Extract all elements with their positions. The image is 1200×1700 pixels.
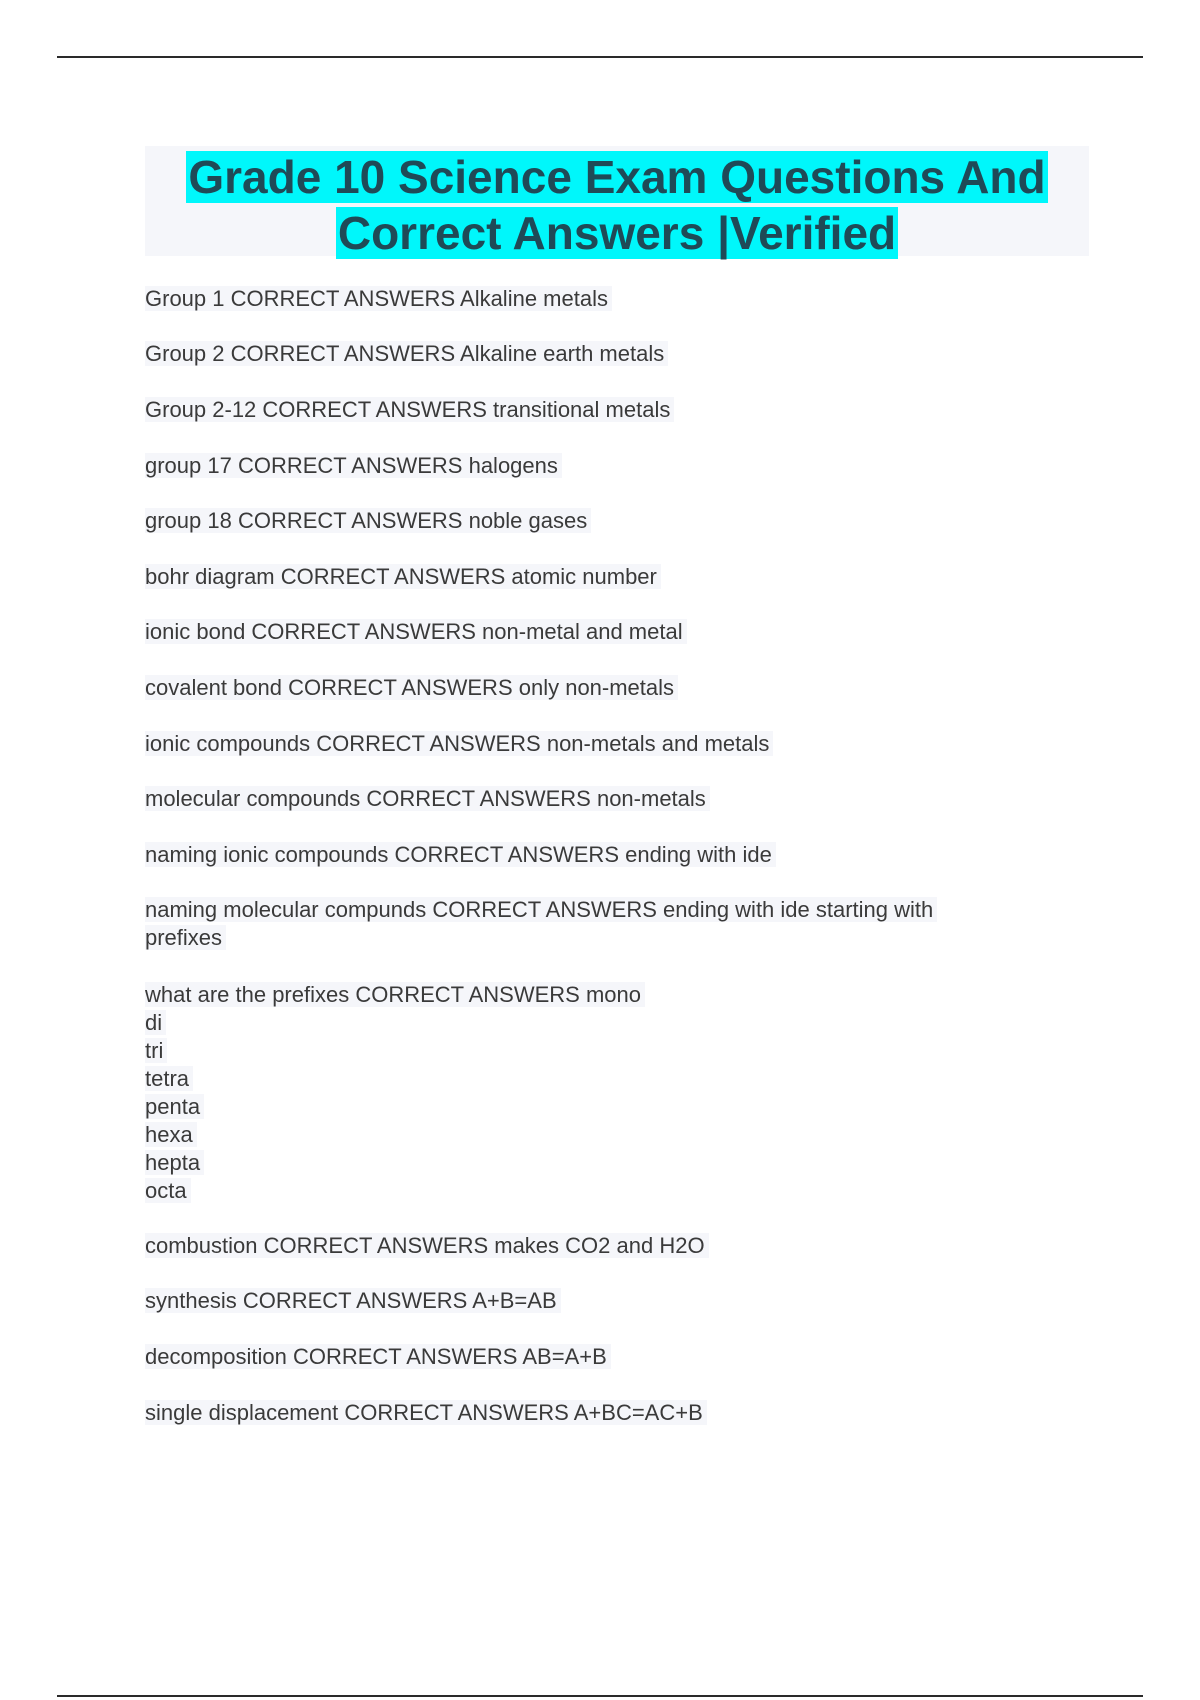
qa-item-single-displacement bbox=[145, 1399, 1105, 1427]
qa-item-text: bohr diagram CORRECT ANSWERS atomic number bbox=[145, 564, 661, 589]
qa-item-group-17 bbox=[145, 452, 1105, 480]
qa-item-group-2 bbox=[145, 340, 1105, 368]
qa-item-molecular-compounds bbox=[145, 785, 1105, 813]
qa-item-group-2-12 bbox=[145, 396, 1105, 424]
prefix-list-item: tetra bbox=[145, 1066, 193, 1091]
qa-item-text: Group 2 CORRECT ANSWERS Alkaline earth metals bbox=[145, 341, 668, 366]
qa-item-decomposition bbox=[145, 1343, 1105, 1371]
prefix-list-item: octa bbox=[145, 1178, 191, 1203]
qa-item-text: single displacement CORRECT ANSWERS A+BC=AC+B bbox=[145, 1400, 707, 1425]
qa-item-group-1 bbox=[145, 285, 1105, 313]
qa-item-text: molecular compounds CORRECT ANSWERS non-metals bbox=[145, 786, 710, 811]
qa-item-bohr-diagram bbox=[145, 563, 1105, 591]
qa-item-text: Group 2-12 CORRECT ANSWERS transitional metals bbox=[145, 397, 674, 422]
qa-item-ionic-compounds bbox=[145, 730, 1105, 758]
qa-item-prefixes bbox=[145, 981, 1105, 1205]
qa-item-combustion bbox=[145, 1232, 1105, 1260]
qa-item-text: what are the prefixes CORRECT ANSWERS mono bbox=[145, 982, 645, 1007]
qa-item-ionic-bond bbox=[145, 618, 1105, 646]
qa-item-text: naming molecular compunds CORRECT ANSWERS ending with ide starting with bbox=[145, 897, 937, 922]
prefix-list-item: tri bbox=[145, 1038, 167, 1063]
bottom-rule bbox=[57, 1695, 1143, 1697]
qa-item-text: group 17 CORRECT ANSWERS halogens bbox=[145, 453, 562, 478]
qa-item-text: ionic compounds CORRECT ANSWERS non-metals and metals bbox=[145, 731, 773, 756]
qa-item-text: ionic bond CORRECT ANSWERS non-metal and metal bbox=[145, 619, 687, 644]
qa-item-text-continued: prefixes bbox=[145, 925, 226, 950]
qa-item-text: covalent bond CORRECT ANSWERS only non-metals bbox=[145, 675, 678, 700]
qa-item-text: synthesis CORRECT ANSWERS A+B=AB bbox=[145, 1288, 561, 1313]
qa-item-naming-ionic-compounds bbox=[145, 841, 1105, 869]
top-rule bbox=[57, 56, 1143, 58]
qa-item-text: Group 1 CORRECT ANSWERS Alkaline metals bbox=[145, 286, 612, 311]
document-title bbox=[145, 146, 1089, 261]
qa-item-text: decomposition CORRECT ANSWERS AB=A+B bbox=[145, 1344, 611, 1369]
prefix-list-item: hexa bbox=[145, 1122, 197, 1147]
prefix-list-item: di bbox=[145, 1010, 166, 1035]
qa-item-text: group 18 CORRECT ANSWERS noble gases bbox=[145, 508, 591, 533]
document-title-line-2: Correct Answers |Verified bbox=[337, 207, 897, 259]
qa-item-naming-molecular-compounds bbox=[145, 896, 1105, 952]
qa-item-text: naming ionic compounds CORRECT ANSWERS ending with ide bbox=[145, 842, 776, 867]
document-title-line-1: Grade 10 Science Exam Questions And bbox=[188, 151, 1046, 203]
qa-item-text: combustion CORRECT ANSWERS makes CO2 and H2O bbox=[145, 1233, 709, 1258]
qa-item-synthesis bbox=[145, 1287, 1105, 1315]
qa-item-group-18 bbox=[145, 507, 1105, 535]
title-block bbox=[145, 146, 1089, 259]
prefix-list-item: hepta bbox=[145, 1150, 204, 1175]
qa-item-covalent-bond bbox=[145, 674, 1105, 702]
prefix-list-item: penta bbox=[145, 1094, 204, 1119]
